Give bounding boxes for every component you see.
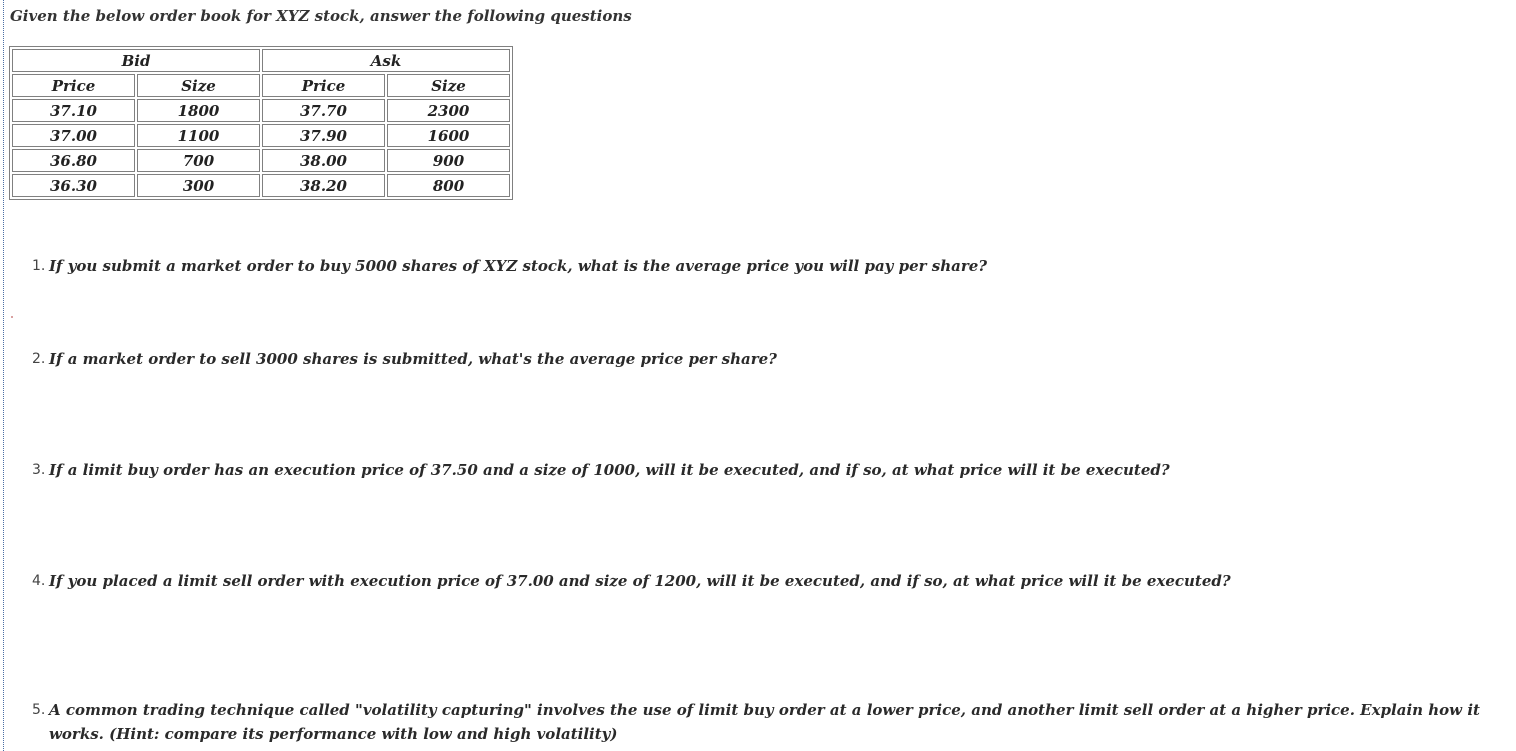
ask-price-header: Price: [262, 74, 385, 97]
ask-size-cell: 900: [387, 149, 510, 172]
question-number: 5.: [32, 702, 46, 718]
bid-price-cell: 36.80: [12, 149, 135, 172]
ask-header: Ask: [262, 49, 510, 72]
question-text: If you submit a market order to buy 5000 shares of XYZ stock, what is the average price you will pay per share?: [49, 257, 988, 275]
bid-header: Bid: [12, 49, 260, 72]
question-3: [32, 458, 1482, 482]
order-book-table: [9, 46, 513, 200]
question-5: [32, 698, 1482, 746]
table-row: [12, 99, 510, 122]
bid-size-cell: 1100: [137, 124, 260, 147]
table-row: [12, 149, 510, 172]
ask-price-cell: 38.00: [262, 149, 385, 172]
question-number: 3.: [32, 462, 46, 478]
question-number: 4.: [32, 573, 46, 589]
question-4: [32, 569, 1482, 593]
ask-price-cell: 37.90: [262, 124, 385, 147]
ask-price-cell: 38.20: [262, 174, 385, 197]
question-2: [32, 347, 1482, 371]
ask-size-cell: 1600: [387, 124, 510, 147]
question-text: If a limit buy order has an execution price of 37.50 and a size of 1000, will it be executed, and if so, at what price will it be executed?: [49, 461, 1170, 479]
table-header-group-row: [12, 49, 510, 72]
table-column-row: [12, 74, 510, 97]
ask-size-cell: 2300: [387, 99, 510, 122]
bid-size-header: Size: [137, 74, 260, 97]
bid-price-cell: 36.30: [12, 174, 135, 197]
question-1: [32, 254, 1482, 278]
bid-size-cell: 300: [137, 174, 260, 197]
ask-size-cell: 800: [387, 174, 510, 197]
ask-size-header: Size: [387, 74, 510, 97]
question-number: 1.: [32, 258, 46, 274]
question-text: If a market order to sell 3000 shares is submitted, what's the average price per share?: [49, 350, 777, 368]
question-text: A common trading technique called "volatility capturing" involves the use of limit buy order at a lower price, and another limit sell order at a higher price. Explain how it works. (Hint: compare its performance with low and high volatility): [49, 701, 1480, 743]
intro-text: Given the below order book for XYZ stock, answer the following questions: [10, 7, 632, 25]
bid-size-cell: 1800: [137, 99, 260, 122]
ask-price-cell: 37.70: [262, 99, 385, 122]
question-number: 2.: [32, 351, 46, 367]
table-row: [12, 174, 510, 197]
stray-dot: [11, 316, 13, 318]
table-row: [12, 124, 510, 147]
bid-price-header: Price: [12, 74, 135, 97]
question-text: If you placed a limit sell order with execution price of 37.00 and size of 1200, will it be executed, and if so, at what price will it be executed?: [49, 572, 1231, 590]
bid-size-cell: 700: [137, 149, 260, 172]
bid-price-cell: 37.10: [12, 99, 135, 122]
bid-price-cell: 37.00: [12, 124, 135, 147]
